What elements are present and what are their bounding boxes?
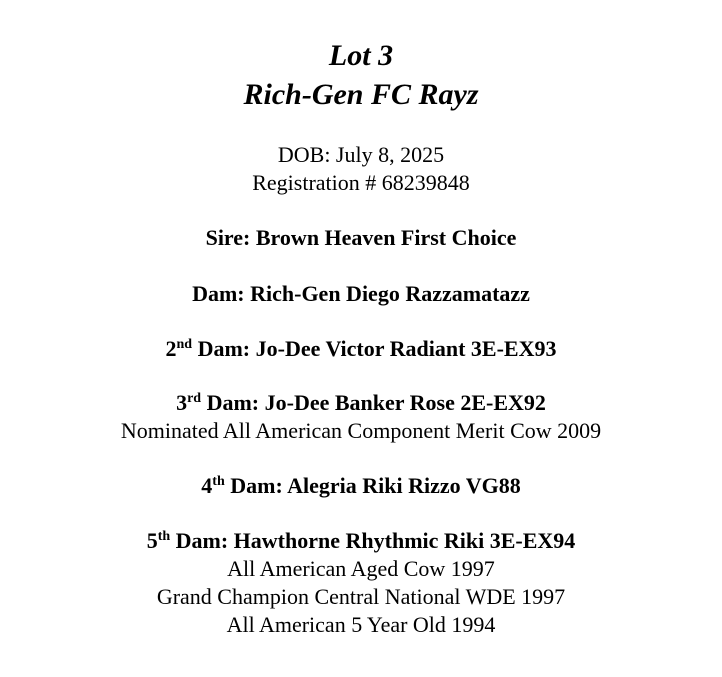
fourth-dam-ordinal-number: 4: [201, 473, 213, 498]
second-dam-ordinal-suffix: nd: [176, 337, 193, 352]
second-dam-text: Dam: Jo-Dee Victor Radiant 3E-EX93: [192, 336, 557, 361]
third-dam-text: Dam: Jo-Dee Banker Rose 2E-EX92: [201, 390, 546, 415]
fifth-dam-ordinal-suffix: th: [157, 529, 171, 544]
second-dam: [0, 338, 722, 360]
fourth-dam-text: Dam: Alegria Riki Rizzo VG88: [224, 473, 521, 498]
second-dam-ordinal-number: 2: [165, 336, 177, 361]
sire: Sire: Brown Heaven First Choice: [205, 225, 517, 250]
third-dam: [0, 392, 722, 414]
dam: Dam: Rich-Gen Diego Razzamatazz: [192, 281, 530, 306]
third-dam-ordinal-suffix: rd: [187, 391, 202, 406]
fourth-dam-ordinal-suffix: th: [212, 474, 225, 489]
date-of-birth: DOB: July 8, 2025: [277, 142, 445, 167]
fifth-dam-note: All American 5 Year Old 1994: [226, 612, 496, 637]
fourth-dam: [0, 475, 722, 497]
fifth-dam-text: Dam: Hawthorne Rhythmic Riki 3E-EX94: [170, 528, 576, 553]
third-dam-note: Nominated All American Component Merit Cow 2009: [120, 418, 602, 443]
animal-name: Rich-Gen FC Rayz: [243, 78, 479, 111]
fifth-dam: [0, 530, 722, 552]
lot-number: Lot 3: [328, 39, 394, 72]
registration-number: Registration # 68239848: [252, 170, 470, 195]
fifth-dam-ordinal-number: 5: [146, 528, 158, 553]
fifth-dam-note: Grand Champion Central National WDE 1997: [156, 584, 566, 609]
fifth-dam-note: All American Aged Cow 1997: [227, 556, 495, 581]
third-dam-ordinal-number: 3: [176, 390, 188, 415]
